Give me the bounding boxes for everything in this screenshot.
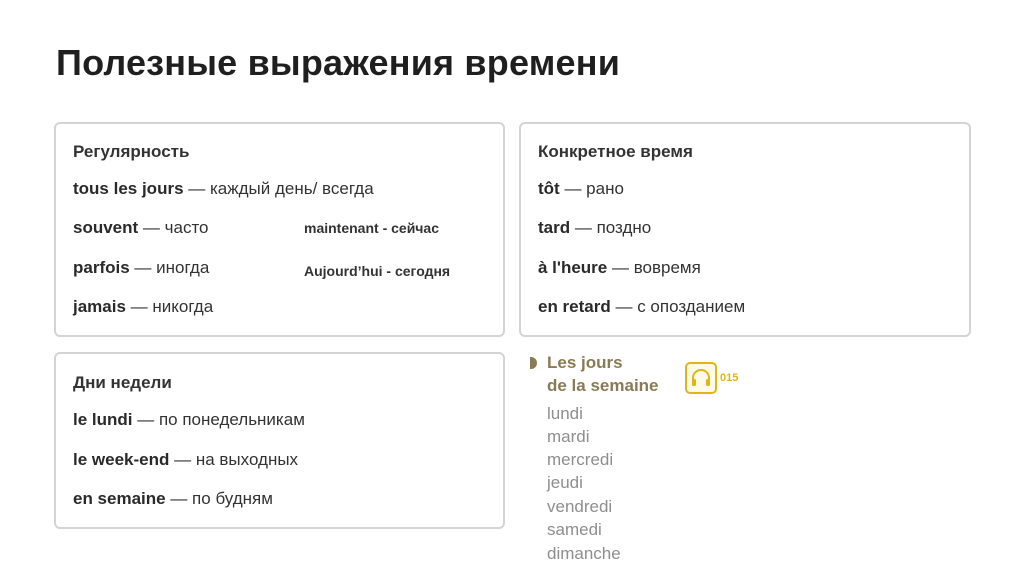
term: le lundi bbox=[73, 410, 133, 429]
regularity-card bbox=[54, 122, 505, 337]
regularity-item bbox=[73, 179, 374, 199]
term: parfois bbox=[73, 258, 130, 277]
meaning: — часто bbox=[138, 218, 209, 237]
weekday-item bbox=[73, 489, 273, 509]
day-item: lundi bbox=[547, 404, 583, 423]
regularity-item bbox=[73, 258, 209, 278]
day-item: mercredi bbox=[547, 450, 614, 469]
meaning: — каждый день/ всегда bbox=[183, 179, 374, 198]
note-aujourdhui: Aujourd’hui - сегодня bbox=[304, 263, 451, 279]
specific-time-heading: Конкретное время bbox=[538, 142, 693, 161]
time-item bbox=[538, 218, 651, 238]
note-maintenant: maintenant - сейчас bbox=[304, 220, 439, 236]
meaning: — на выходных bbox=[169, 450, 299, 469]
term: en retard bbox=[538, 297, 611, 316]
meaning: — по будням bbox=[165, 489, 273, 508]
term: à l'heure bbox=[538, 258, 608, 277]
regularity-heading: Регулярность bbox=[73, 142, 190, 161]
meaning: — никогда bbox=[125, 297, 214, 316]
meaning: — поздно bbox=[570, 218, 652, 237]
headphones-icon[interactable] bbox=[685, 362, 717, 394]
term: tard bbox=[538, 218, 571, 237]
meaning: — по понедельникам bbox=[132, 410, 305, 429]
weekday-item bbox=[73, 410, 305, 430]
day-item: dimanche bbox=[547, 544, 621, 563]
day-item: mardi bbox=[547, 427, 590, 446]
term: souvent bbox=[73, 218, 139, 237]
regularity-item bbox=[73, 218, 209, 238]
time-item bbox=[538, 297, 745, 317]
weekdays-heading: Дни недели bbox=[73, 373, 172, 392]
regularity-item bbox=[73, 297, 213, 317]
time-item bbox=[538, 258, 701, 278]
jours-heading-line1: Les jours bbox=[547, 353, 623, 372]
bullet-marker-icon bbox=[530, 357, 537, 369]
weekday-item bbox=[73, 450, 298, 470]
term: le week-end bbox=[73, 450, 170, 469]
meaning: — вовремя bbox=[607, 258, 701, 277]
term: tôt bbox=[538, 179, 560, 198]
page-title: Полезные выражения времени bbox=[56, 42, 621, 83]
term: tous les jours bbox=[73, 179, 184, 198]
specific-time-card bbox=[519, 122, 971, 337]
weekdays-card bbox=[54, 352, 505, 529]
day-item: jeudi bbox=[547, 473, 583, 492]
meaning: — иногда bbox=[129, 258, 210, 277]
jours-heading-line2: de la semaine bbox=[547, 376, 659, 395]
jours-de-la-semaine-panel bbox=[530, 352, 770, 574]
meaning: — с опозданием bbox=[610, 297, 746, 316]
meaning: — рано bbox=[559, 179, 624, 198]
time-item bbox=[538, 179, 624, 199]
audio-track-code: 015 bbox=[720, 372, 739, 384]
day-item: vendredi bbox=[547, 497, 613, 516]
term: en semaine bbox=[73, 489, 166, 508]
day-item: samedi bbox=[547, 520, 602, 539]
term: jamais bbox=[73, 297, 126, 316]
